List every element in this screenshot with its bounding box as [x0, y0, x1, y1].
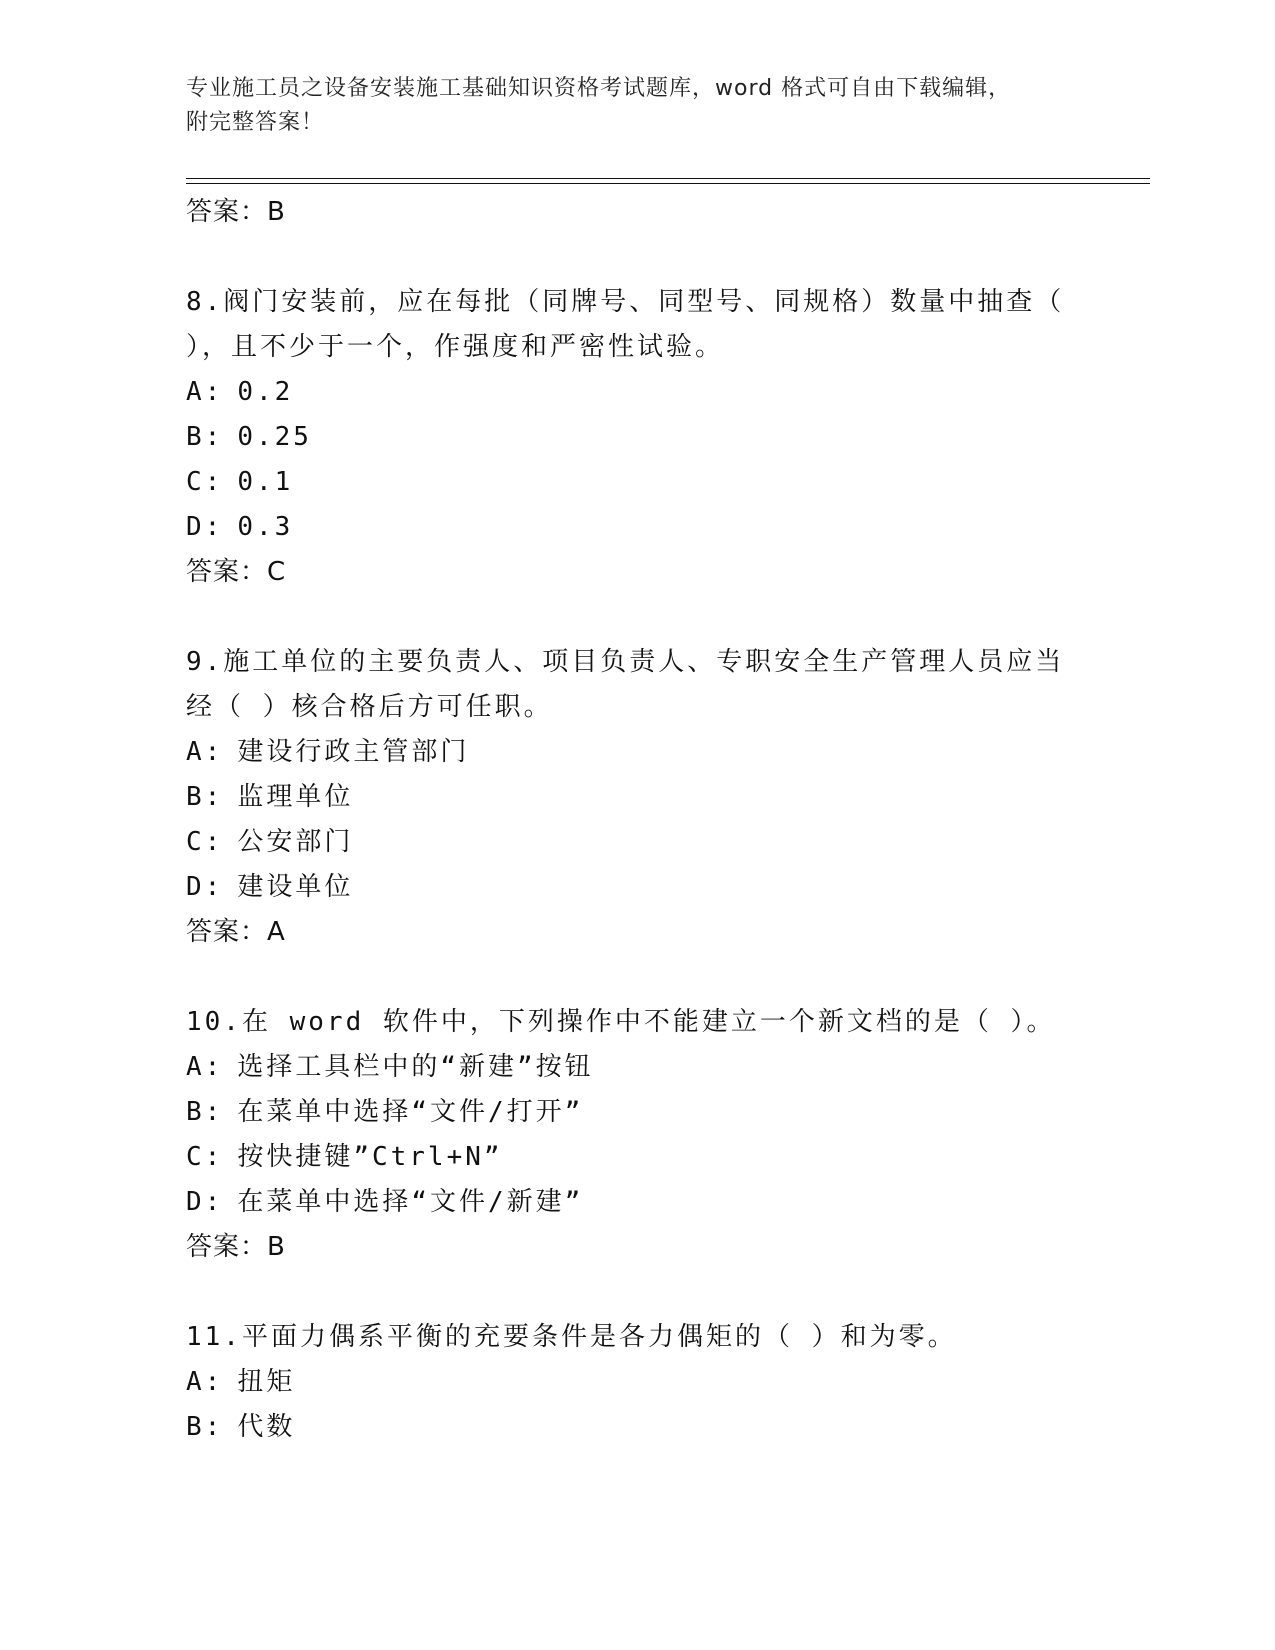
option-c: C: 按快捷键”Ctrl+N” — [186, 1135, 1086, 1180]
question-list — [186, 190, 1086, 1450]
question-9 — [186, 640, 1086, 955]
answer-label: 答案：A — [186, 917, 286, 947]
option-text: 选择工具栏中的“新建”按钮 — [237, 1052, 594, 1082]
option-key: B — [186, 782, 205, 812]
question-text: 9.施工单位的主要负责人、项目负责人、专职安全生产管理人员应当 — [186, 647, 1065, 677]
option-d: D: 建设单位 — [186, 865, 1086, 910]
option-text: 在菜单中选择“文件/打开” — [237, 1097, 584, 1127]
option-key: C — [186, 1142, 205, 1172]
answer-label: 答案：B — [186, 197, 286, 227]
option-text: 监理单位 — [237, 782, 354, 812]
option-text: 0.1 — [237, 467, 294, 497]
option-text: 0.3 — [237, 512, 294, 542]
option-text: 代数 — [237, 1412, 296, 1442]
option-c: C: 公安部门 — [186, 820, 1086, 865]
option-text: 建设单位 — [237, 872, 354, 902]
answer-label: 答案：C — [186, 557, 287, 587]
option-key: A — [186, 1367, 205, 1397]
option-b: B: 0.25 — [186, 415, 1086, 460]
option-text: 公安部门 — [237, 827, 354, 857]
question-text: 8.阀门安装前，应在每批（同牌号、同型号、同规格）数量中抽查（ — [186, 287, 1065, 317]
option-key: B — [186, 422, 205, 452]
option-a: A: 建设行政主管部门 — [186, 730, 1086, 775]
option-text: 建设行政主管部门 — [237, 737, 470, 767]
option-key: A — [186, 1052, 205, 1082]
header-line-1: 专业施工员之设备安装施工基础知识资格考试题库，word 格式可自由下载编辑， — [186, 76, 1012, 101]
option-key: D — [186, 1187, 205, 1217]
option-b: B: 在菜单中选择“文件/打开” — [186, 1090, 1086, 1135]
option-key: D — [186, 872, 205, 902]
option-d: D: 在菜单中选择“文件/新建” — [186, 1180, 1086, 1225]
header-rule-bottom — [186, 183, 1150, 184]
question-10 — [186, 1000, 1086, 1270]
option-text: 扭矩 — [237, 1367, 296, 1397]
option-text: 按快捷键”Ctrl+N” — [237, 1142, 503, 1172]
question-text: 11.平面力偶系平衡的充要条件是各力偶矩的（ ）和为零。 — [186, 1322, 957, 1352]
question-text: ），且不少于一个，作强度和严密性试验。 — [186, 332, 725, 362]
option-a: A: 0.2 — [186, 370, 1086, 415]
option-key: C — [186, 827, 205, 857]
option-a: A: 选择工具栏中的“新建”按钮 — [186, 1045, 1086, 1090]
question-8 — [186, 280, 1086, 595]
option-key: C — [186, 467, 205, 497]
option-key: B — [186, 1412, 205, 1442]
option-text: 0.2 — [237, 377, 294, 407]
option-b: B: 监理单位 — [186, 775, 1086, 820]
question-11 — [186, 1315, 1086, 1450]
header-rule-top — [186, 178, 1150, 179]
option-key: B — [186, 1097, 205, 1127]
header-line-2: 附完整答案！ — [186, 110, 325, 135]
option-a: A: 扭矩 — [186, 1360, 1086, 1405]
option-key: A — [186, 377, 205, 407]
option-key: A — [186, 737, 205, 767]
option-text: 0.25 — [237, 422, 312, 452]
option-d: D: 0.3 — [186, 505, 1086, 550]
answer-label: 答案：B — [186, 1232, 286, 1262]
document-header — [186, 72, 1066, 140]
option-c: C: 0.1 — [186, 460, 1086, 505]
option-key: D — [186, 512, 205, 542]
option-text: 在菜单中选择“文件/新建” — [237, 1187, 584, 1217]
option-b: B: 代数 — [186, 1405, 1086, 1450]
question-text: 经（ ）核合格后方可任职。 — [186, 692, 553, 722]
question-text: 10.在 word 软件中，下列操作中不能建立一个新文档的是（ ）。 — [186, 1007, 1056, 1037]
